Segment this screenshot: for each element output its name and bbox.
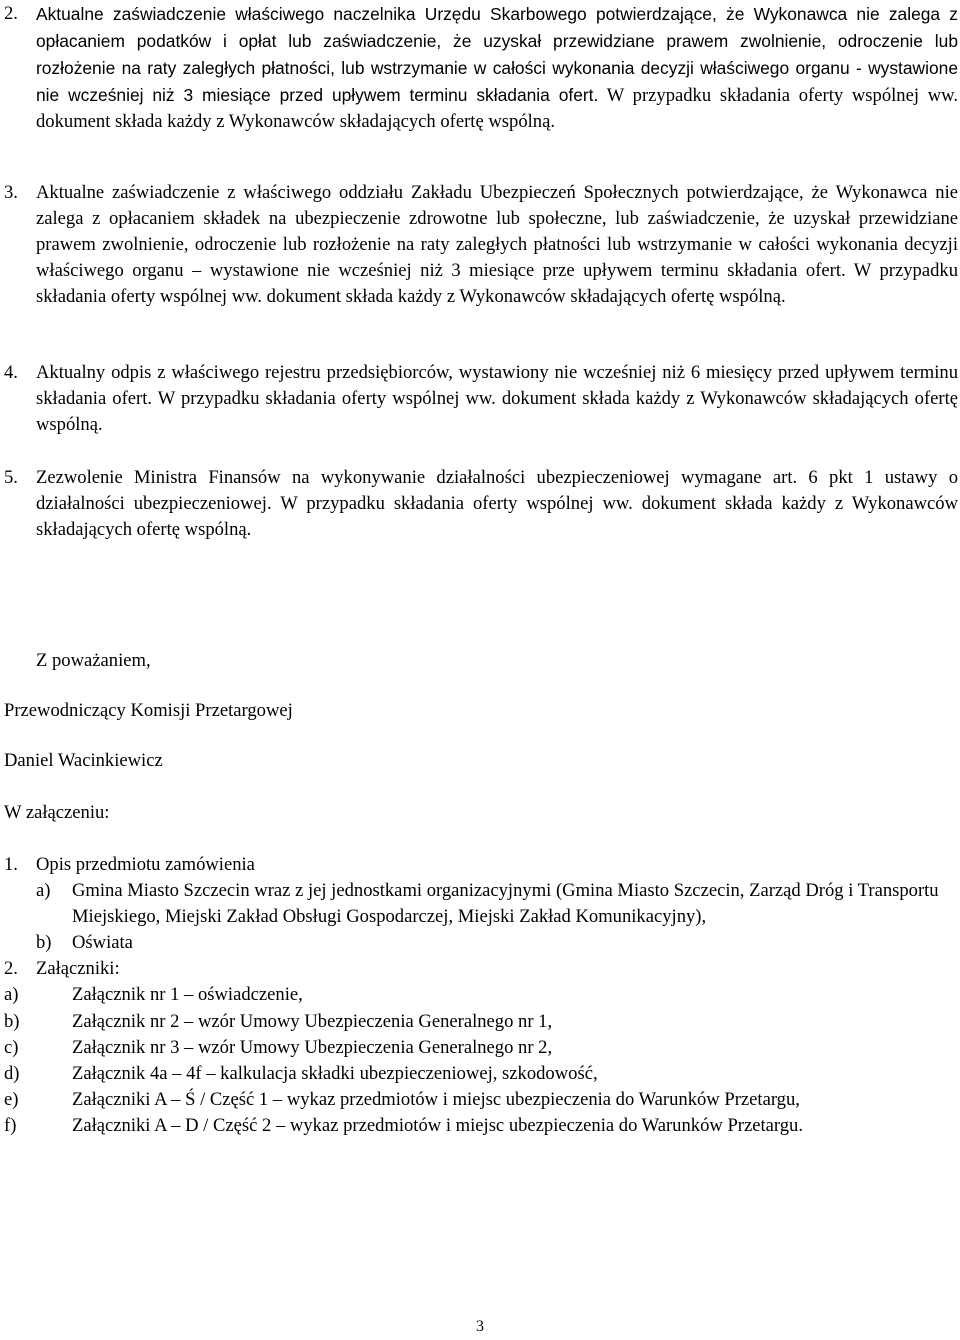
subitem-text: Załącznik 4a – 4f – kalkulacja składki ubezpieczeniowej, szkodowość, — [72, 1062, 598, 1084]
subitem-label: f) — [4, 1114, 17, 1136]
item-text: Aktualny odpis z właściwego rejestru przedsiębiorców, wystawiony nie wcześniej niż 6 miesięcy przed upływem terminu składania ofert. W przypadku składania oferty wspólnej ww. dokument składa każdy z Wykonawców składających ofertę wspólną. — [36, 362, 958, 436]
subitem-text: Gmina Miasto Szczecin wraz z jej jednostkami organizacyjnymi (Gmina Miasto Szczecin, Zarząd Dróg i Transportu Miejskiego, Miejski Zakład Obsługi Gospodarczej, Miejski Zakład Komunikacyjny), — [72, 880, 939, 928]
subitem-label: b) — [4, 1010, 20, 1032]
subitem-text: Załączniki A – Ś / Część 1 – wykaz przedmiotów i miejsc ubezpieczenia do Warunków Przetargu, — [72, 1088, 800, 1110]
item-text-sans: Aktualne zaświadczenie właściwego naczelnika Urzędu Skarbowego potwierdzające, że Wykonawca nie zalega z opłacaniem podatków i opłat lub zaświadczenie, że uzyskał przewidziane prawem zwolnienie, odroczenie lub rozłożenie na raty zaległych płatności, lub wstrzymanie w całości wykonania decyzji właściwego organu - wystawione nie wcześniej niż 3 miesiące przed upływem terminu składania ofert. — [36, 4, 958, 106]
subitem-text: Załącznik nr 1 – oświadczenie, — [72, 984, 303, 1006]
subitem-text: Załącznik nr 2 – wzór Umowy Ubezpieczenia Generalnego nr 1, — [72, 1010, 553, 1032]
requirement-item-3 — [0, 180, 958, 310]
item-number: 5. — [4, 467, 18, 488]
attachment-subitem — [4, 1035, 954, 1061]
attachment-subitem — [4, 1113, 954, 1139]
subitem-label: a) — [36, 880, 51, 902]
subitem-text: Załączniki A – D / Część 2 – wykaz przedmiotów i miejsc ubezpieczenia do Warunków Przetargu. — [72, 1114, 804, 1136]
signatory-role: Przewodniczący Komisji Przetargowej — [4, 700, 293, 721]
subitem-label: c) — [4, 1036, 19, 1058]
attachment-subitem — [4, 982, 954, 1008]
attachments-heading: W załączeniu: — [4, 802, 110, 823]
attachment-number: 1. — [4, 854, 18, 875]
attachment-subitem — [4, 1061, 954, 1087]
attachment-item-2 — [4, 956, 954, 982]
subitem-text: Załącznik nr 3 – wzór Umowy Ubezpieczenia Generalnego nr 2, — [72, 1036, 553, 1058]
attachment-number: 2. — [4, 958, 18, 980]
greeting: Z poważaniem, — [36, 650, 151, 671]
subitem-label: b) — [36, 932, 52, 954]
attachment-text: Załączniki: — [36, 958, 120, 980]
subitem-text: Oświata — [72, 932, 133, 954]
page-number: 3 — [476, 1318, 484, 1335]
item-number: 3. — [4, 182, 18, 203]
attachment-subitem — [4, 930, 954, 956]
item-text: Aktualne zaświadczenie z właściwego oddziału Zakładu Ubezpieczeń Społecznych potwierdzające, że Wykonawca nie zalega z opłacaniem składek na ubezpieczenie zdrowotne lub społeczne, lub zaświadczenie, że uzyskał przewidziane prawem zwolnienie, odroczenie lub rozłożenie na raty zaległych płatności lub wstrzymanie w całości wykonania decyzji właściwego organu – wystawione nie wcześniej niż 3 miesiące prze upływem terminu składania ofert. W przypadku składania oferty wspólnej ww. dokument składa każdy z Wykonawców składających ofertę wspólną. — [36, 182, 958, 308]
requirement-item-5 — [0, 465, 958, 543]
subitem-label: a) — [4, 984, 19, 1006]
attachment-text: Opis przedmiotu zamówienia — [36, 854, 255, 875]
subitem-label: d) — [4, 1062, 20, 1084]
attachment-subitem — [4, 878, 954, 930]
requirement-item-2 — [0, 1, 958, 135]
item-number: 4. — [4, 362, 18, 383]
item-text: Zezwolenie Ministra Finansów na wykonywanie działalności ubezpieczeniowej wymagane art. 6 pkt 1 ustawy o działalności ubezpieczeniowej. W przypadku składania oferty wspólnej ww. dokument składa każdy z Wykonawców składających ofertę wspólną. — [36, 467, 958, 541]
item-number: 2. — [4, 3, 18, 24]
attachment-subitem — [4, 1087, 954, 1113]
signatory-name: Daniel Wacinkiewicz — [4, 750, 163, 771]
subitem-label: e) — [4, 1088, 19, 1110]
requirement-item-4 — [0, 360, 958, 438]
attachment-subitem — [4, 1009, 954, 1035]
item-text-serif: W przypadku składania oferty wspólnej ww. dokument składa każdy z Wykonawców składających ofertę wspólną. — [36, 85, 959, 133]
attachment-item-1 — [4, 852, 954, 878]
attachments-list — [4, 852, 954, 1139]
